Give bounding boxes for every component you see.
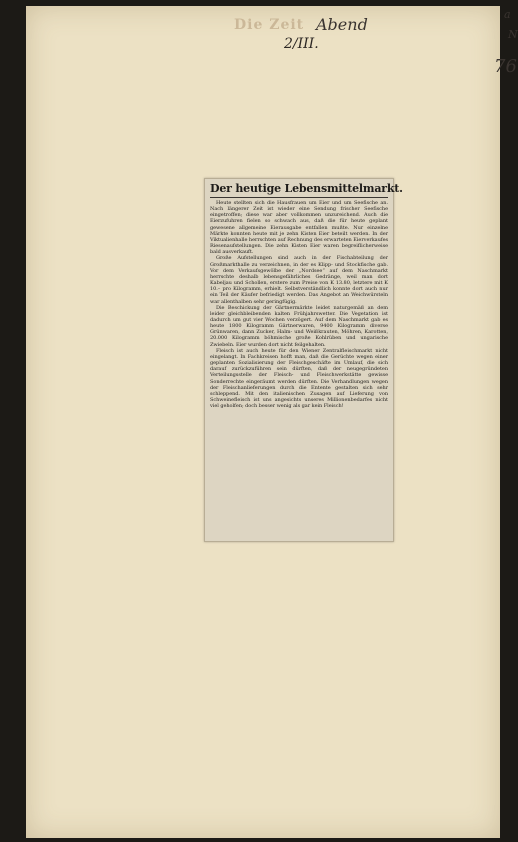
clipping-paragraph: Heute stellten sich die Hausfrauen um Eier und um Seefische an. Nach längerer Zeit ist wieder eine Sendung frischer Seefische eingetroffen; diese war aber vollkommen unzureichend. Auch die Eierzufuhren fielen so schwach aus, daß die für heute geplant gewesene allgemeine Eierausgabe entfallen mußte. Nur einzelne Märkte konnten heute mit je zehn Kisten Eier beteilt werden. In der Viktualienhalle herrschten auf Rechnung des erwarteten Eierverkaufes Riesenaufstellungen. Die zehn Kisten Eier waren begreiflicherweise bald ausverkauft. [210,200,388,256]
clipping-paragraph: Fleisch ist auch heute für den Wiener Zentralfleischmarkt nicht eingelangt. In Fachkreisen hofft man, daß die Gerüchte wegen einer geplanten Sozialisierung der Fleischgeschäfte im Umlauf, die sich darauf zurückzuführen sein dürften, daß der neugegründeten Verteilungsstelle der Fleisch- und Fleischwerkstätte gewisse Sonderrechte eingeräumt werden dürften. Die Verhandlungen wegen der Fleischanlieferungen durch die Entente gestalten sich sehr schleppend. Mit den italienischen Zusagen auf Lieferung von Schweinefleisch ist uns angesichts unseres Millionenbedarfes nicht viel geholfen; doch besser wenig als gar kein Fleisch! [210,347,388,410]
clipping-paragraph: Die Beschickung der Gärtnermärkte leidet naturgemäß an dem leider gleichbleibenden kalten Frühjahrswetter. Die Vegetation ist dadurch um gut vier Wochen verzögert. Auf dem Naschmarkt gab es heute 1800 Kilogramm Gärtnerwaren, 9400 Kilogramm diverse Grünwaren, dann Zucker, Halm- und Weißkrauten, Möhren, Karotten, 20.000 Kilogramm böhmische große Kohlrüben und ungarische Zwiebeln. Eier wurden dort nicht feilgehalten. [210,304,388,348]
newspaper-masthead-stamp: Die Zeit [234,17,305,33]
handwritten-corner-mark-top: a [504,8,511,21]
newspaper-clipping [204,178,403,542]
handwritten-date-note: 2/III. [284,36,319,52]
clipping-headline: Der heutige Lebensmittelmarkt. [210,182,388,198]
handwritten-edition-note: Abend [316,15,368,34]
archive-sheet [26,6,518,838]
clipping-paragraph: Große Aufstellungen sind auch in der Fischabteilung der Großmarkthalle zu verzeichnen, in der es Klipp- und Stockfische gab. Vor dem Verkaufsgewölbe der „Nordsee“ auf dem Naschmarkt herrschte deshalb lebensgefährliches Gedränge, weil man dort Kabeljau und Schollen, erstere zum Preise von K 13.80, letztere mit K 10.– pro Kilogramm, erhielt. Selbstverständlich konnte dort auch nur ein Teil der Käufer befriedigt werden. Das Angebot an Weichwürsteln war allenthalben sehr geringfügig. [210,255,388,305]
clipping-body [210,200,388,409]
handwritten-archive-number: 76 [494,56,517,77]
handwritten-corner-mark-mid: N [508,28,518,41]
